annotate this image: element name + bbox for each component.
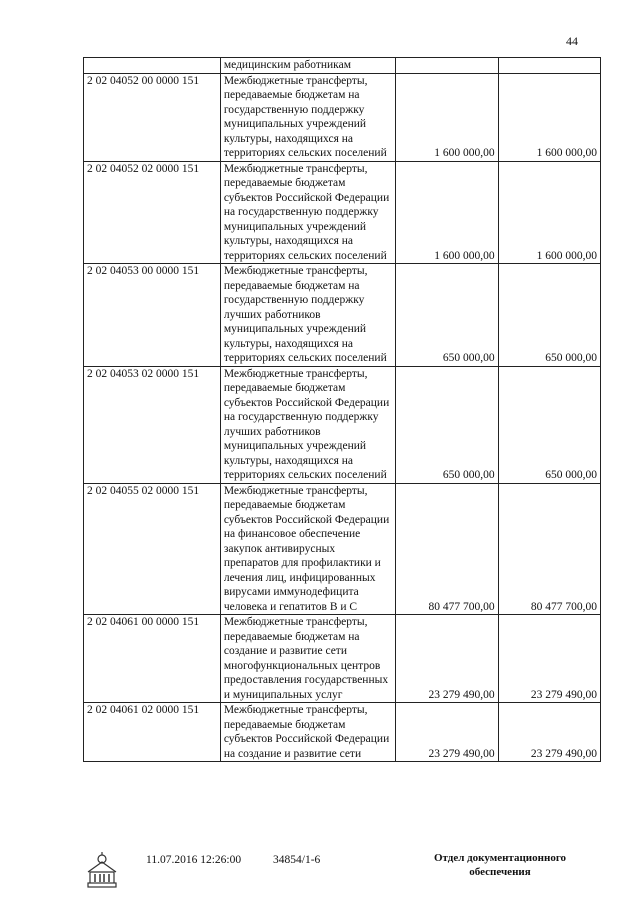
row-description: Межбюджетные трансферты, передаваемые бюджетам субъектов Российской Федерации на создание и развитие сети (220, 703, 395, 762)
row-amount-1: 23 279 490,00 (396, 703, 498, 762)
row-amount-2: 1 600 000,00 (498, 73, 600, 161)
budget-table-body (84, 58, 601, 762)
row-description: Межбюджетные трансферты, передаваемые бюджетам на создание и развитие сети многофункциональных центров предоставления государственных и муниципальных услуг (220, 615, 395, 703)
row-amount-1: 650 000,00 (396, 366, 498, 483)
row-code (84, 58, 221, 74)
table-row (84, 703, 601, 762)
table-row (84, 58, 601, 74)
footer-department-line-1: Отдел документационного (433, 852, 567, 864)
row-amount-2: 1 600 000,00 (498, 161, 600, 264)
row-amount-1: 23 279 490,00 (396, 615, 498, 703)
row-code: 2 02 04055 02 0000 151 (84, 483, 221, 615)
row-amount-1 (396, 58, 498, 74)
row-amount-2: 80 477 700,00 (498, 483, 600, 615)
row-description: Межбюджетные трансферты, передаваемые бюджетам на государственную поддержку лучших работников муниципальных учреждений культуры, находящихся на территориях сельских поселений (220, 264, 395, 367)
row-amount-2: 650 000,00 (498, 366, 600, 483)
row-amount-2: 650 000,00 (498, 264, 600, 367)
row-code: 2 02 04053 00 0000 151 (84, 264, 221, 367)
page-number: 44 (566, 34, 578, 48)
table-row (84, 615, 601, 703)
row-amount-2 (498, 58, 600, 74)
table-row (84, 483, 601, 615)
row-description: Межбюджетные трансферты, передаваемые бюджетам на государственную поддержку муниципальных учреждений культуры, находящихся на территориях сельских поселений (220, 73, 395, 161)
emblem-icon (84, 850, 120, 890)
row-amount-1: 1 600 000,00 (396, 161, 498, 264)
table-row (84, 264, 601, 367)
row-code: 2 02 04052 00 0000 151 (84, 73, 221, 161)
table-row (84, 73, 601, 161)
footer-document-number: 34854/1-6 (273, 854, 321, 866)
row-amount-2: 23 279 490,00 (498, 703, 600, 762)
row-description: Межбюджетные трансферты, передаваемые бюджетам субъектов Российской Федерации на финансовое обеспечение закупок антивирусных препаратов для профилактики и лечения лиц, инфицированных вирусами иммунодефицита человека и гепатитов В и С (220, 483, 395, 615)
table-row (84, 161, 601, 264)
row-amount-1: 80 477 700,00 (396, 483, 498, 615)
footer-timestamp: 11.07.2016 12:26:00 (146, 854, 242, 866)
page-footer (0, 850, 640, 900)
row-description: медицинским работникам (220, 58, 395, 74)
row-code: 2 02 04052 02 0000 151 (84, 161, 221, 264)
row-code: 2 02 04061 02 0000 151 (84, 703, 221, 762)
row-description: Межбюджетные трансферты, передаваемые бюджетам субъектов Российской Федерации на государственную поддержку муниципальных учреждений культуры, находящихся на территориях сельских поселений (220, 161, 395, 264)
table-row (84, 366, 601, 483)
row-code: 2 02 04061 00 0000 151 (84, 615, 221, 703)
row-amount-2: 23 279 490,00 (498, 615, 600, 703)
footer-department-line-2: обеспечения (469, 866, 531, 878)
row-amount-1: 1 600 000,00 (396, 73, 498, 161)
row-code: 2 02 04053 02 0000 151 (84, 366, 221, 483)
footer-department (430, 851, 570, 879)
budget-table (83, 57, 601, 762)
row-description: Межбюджетные трансферты, передаваемые бюджетам субъектов Российской Федерации на государственную поддержку лучших работников муниципальных учреждений культуры, находящихся на территориях сельских поселений (220, 366, 395, 483)
row-amount-1: 650 000,00 (396, 264, 498, 367)
